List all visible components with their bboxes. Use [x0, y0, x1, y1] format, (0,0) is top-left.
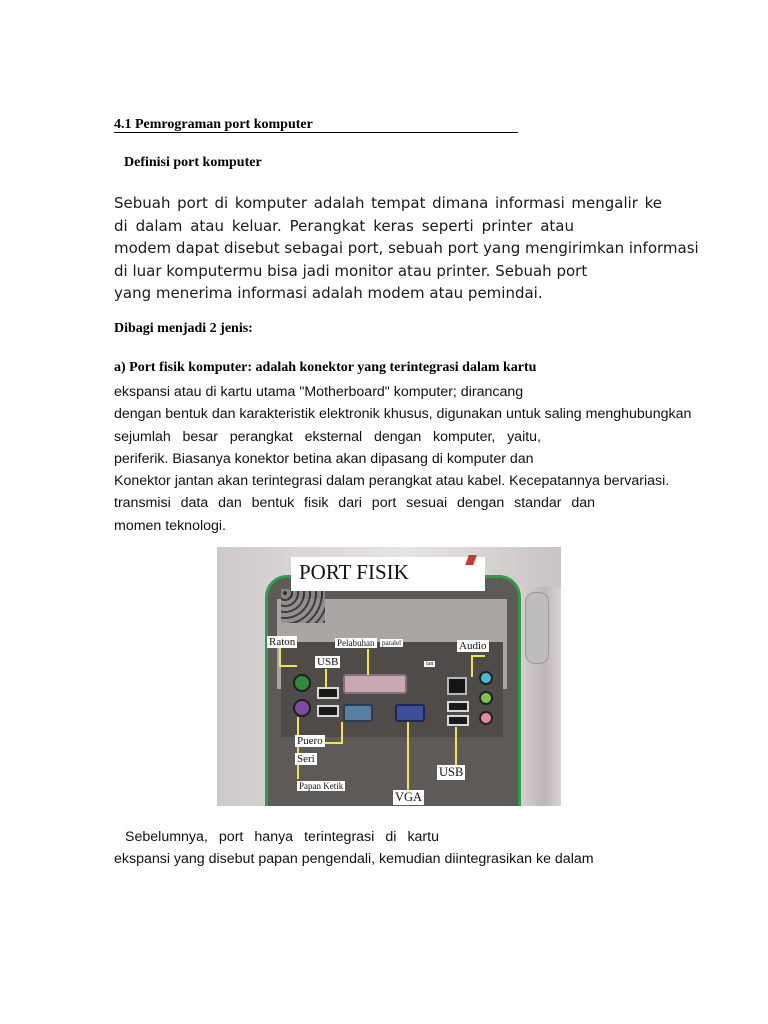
paragraph-line: ekspansi atau di kartu utama "Motherboard" komputer; dirancang	[114, 384, 524, 400]
serial-port-icon	[343, 704, 373, 722]
ps2-keyboard-port-icon	[293, 699, 311, 717]
paragraph-line: Sebelumnya, port hanya terintegrasi di kartu	[114, 829, 439, 845]
types-heading: Dibagi menjadi 2 jenis:	[114, 321, 253, 336]
usb-port-icon	[317, 687, 339, 699]
label-lan: lan	[426, 661, 434, 667]
paragraph-line: di dalam atau keluar. Perangkat keras seperti printer atau	[114, 216, 574, 235]
paragraph-line: periferik. Biasanya konektor betina akan dipasang di komputer dan	[114, 450, 534, 467]
section-heading: 4.1 Pemrograman port komputer	[114, 117, 313, 132]
paragraph-line: yang menerima informasi adalah modem atau pemindai.	[114, 284, 543, 302]
paragraph-line: di luar komputermu bisa jadi monitor atau printer. Sebuah port	[114, 261, 588, 280]
port-fisik-figure	[217, 547, 561, 806]
definition-paragraph	[114, 192, 699, 305]
label-seri: Seri	[297, 753, 315, 765]
label-usb-left: USB	[317, 656, 339, 668]
leader-line	[407, 722, 409, 792]
paragraph-line: momen teknologi.	[114, 517, 226, 534]
label-paralel: paralel	[382, 639, 402, 647]
usb-port-icon	[447, 701, 469, 712]
subheading: Definisi port komputer	[124, 155, 262, 170]
lan-port-icon	[447, 677, 467, 695]
heading-underline	[114, 132, 518, 133]
leader-line	[279, 647, 281, 667]
leader-line	[341, 722, 343, 744]
figure-title: PORT FISIK	[299, 560, 409, 584]
label-audio: Audio	[459, 640, 487, 652]
leader-line	[279, 665, 297, 667]
paragraph-line: Konektor jantan akan terintegrasi dalam perangkat atau kabel. Kecepatannya bervariasi.	[114, 473, 670, 490]
usb-port-icon	[447, 715, 469, 726]
audio-jack-icon	[479, 671, 493, 685]
audio-jack-icon	[479, 711, 493, 725]
paragraph-line: modem dapat disebut sebagai port, sebuah port yang mengirimkan informasi	[114, 239, 699, 257]
parallel-port-icon	[343, 674, 407, 694]
ps2-mouse-port-icon	[293, 674, 311, 692]
leader-line	[367, 649, 369, 675]
item-a-heading: a) Port fisik komputer: adalah konektor yang terintegrasi dalam kartu	[114, 360, 537, 375]
paragraph-line: ekspansi yang disebut papan pengendali, kemudian diintegrasikan ke dalam	[114, 851, 594, 868]
label-vga: VGA	[395, 790, 423, 804]
usb-port-icon	[317, 705, 339, 717]
paragraph-line: transmisi data dan bentuk fisik dari port sesuai dengan standar dan	[114, 495, 595, 512]
label-puerto: Puero	[297, 735, 323, 747]
audio-jack-icon	[479, 691, 493, 705]
physical-port-paragraph	[114, 381, 691, 537]
label-papan-ketik: Papan Ketik	[299, 781, 344, 791]
closing-paragraph	[114, 826, 594, 871]
leader-line	[471, 655, 473, 677]
paragraph-line: Sebuah port di komputer adalah tempat dimana informasi mengalir ke	[114, 194, 662, 212]
label-raton: Raton	[269, 636, 296, 648]
figure-connector-shape	[525, 592, 549, 664]
label-usb-right: USB	[439, 765, 464, 779]
vga-port-icon	[395, 704, 425, 722]
leader-line	[297, 717, 299, 779]
leader-line	[471, 655, 485, 657]
label-pelabuhan: Pelabuhan	[337, 638, 375, 648]
paragraph-line: sejumlah besar perangkat eksternal dengan komputer, yaitu,	[114, 428, 541, 445]
paragraph-line: dengan bentuk dan karakteristik elektronik khusus, digunakan untuk saling menghubungkan	[114, 406, 692, 423]
leader-line	[325, 669, 327, 689]
figure-fan-grille	[281, 589, 325, 623]
leader-line	[455, 727, 457, 765]
